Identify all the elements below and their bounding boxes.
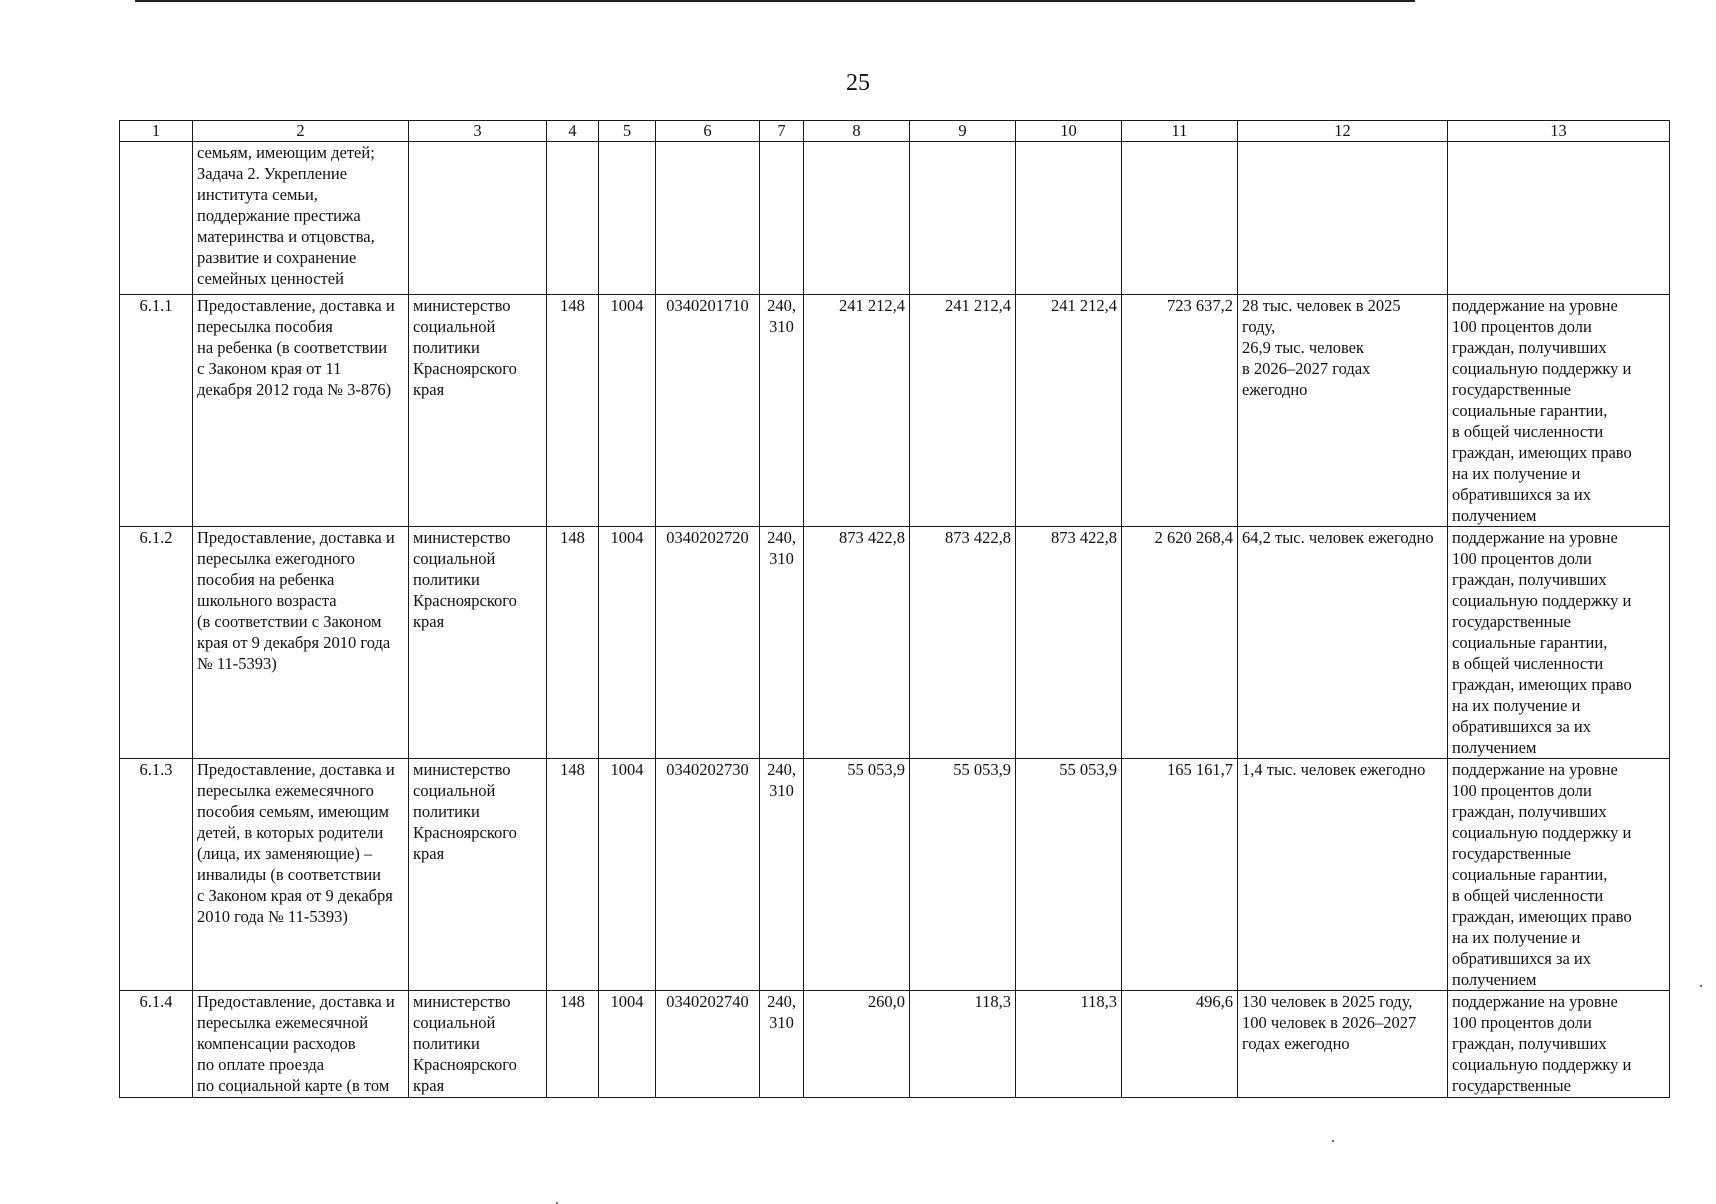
column-header: 5 [599,121,656,142]
amount-2025: 241 212,4 [804,295,910,527]
amount-2027: 118,3 [1016,991,1122,1098]
table-row [120,295,1670,527]
column-header: 10 [1016,121,1122,142]
executor: министерство социальной политики Красноярского края [409,527,547,759]
gov-code: 148 [547,759,599,991]
row-number: 6.1.3 [120,759,193,991]
expense-type: 240, 310 [760,759,804,991]
executor: министерство социальной политики Красноярского края [409,991,547,1098]
indicator: поддержание на уровне 100 процентов доли граждан, получивших социальную поддержку и государственные [1448,991,1670,1098]
column-header: 2 [193,121,409,142]
expense-type [760,142,804,295]
activity-name: семьям, имеющим детей; Задача 2. Укрепление института семьи, поддержание престижа материнства и отцовства, развитие и сохранение семейных ценностей [193,142,409,295]
scan-speck [1332,1140,1334,1142]
column-numbers-row [120,121,1670,142]
column-header: 13 [1448,121,1670,142]
column-header: 8 [804,121,910,142]
expected-result: 130 человек в 2025 году, 100 человек в 2026–2027 годах ежегодно [1238,991,1448,1098]
amount-2025 [804,142,910,295]
amount-2026: 241 212,4 [910,295,1016,527]
column-header: 7 [760,121,804,142]
amount-total: 165 161,7 [1122,759,1238,991]
amount-2025: 55 053,9 [804,759,910,991]
amount-total: 496,6 [1122,991,1238,1098]
activity-name: Предоставление, доставка и пересылка ежемесячной компенсации расходов по оплате проезда по социальной карте (в том [193,991,409,1098]
gov-code: 148 [547,295,599,527]
activity-name: Предоставление, доставка и пересылка ежемесячного пособия семьям, имеющим детей, в которых родители (лица, их заменяющие) – инвалиды (в соответствии с Законом края от 9 декабря 2010 года № 11-5393) [193,759,409,991]
row-number: 6.1.4 [120,991,193,1098]
amount-2026 [910,142,1016,295]
executor: министерство социальной политики Красноярского края [409,759,547,991]
target-article: 0340202730 [656,759,760,991]
activity-name: Предоставление, доставка и пересылка пособия на ребенка (в соответствии с Законом края от 11 декабря 2012 года № 3-876) [193,295,409,527]
table-row [120,527,1670,759]
top-border-line [135,0,1415,2]
expected-result: 64,2 тыс. человек ежегодно [1238,527,1448,759]
target-article: 0340202720 [656,527,760,759]
column-header: 11 [1122,121,1238,142]
row-number: 6.1.2 [120,527,193,759]
expense-type: 240, 310 [760,295,804,527]
section-code [599,142,656,295]
amount-total: 723 637,2 [1122,295,1238,527]
amount-2027 [1016,142,1122,295]
indicator: поддержание на уровне 100 процентов доли граждан, получивших социальную поддержку и государственные социальные гарантии, в общей численности граждан, имеющих право на их получение и обратившихся за их получением [1448,295,1670,527]
indicator: поддержание на уровне 100 процентов доли граждан, получивших социальную поддержку и государственные социальные гарантии, в общей численности граждан, имеющих право на их получение и обратившихся за их получением [1448,759,1670,991]
amount-2026: 873 422,8 [910,527,1016,759]
column-header: 3 [409,121,547,142]
table-row [120,759,1670,991]
column-header: 9 [910,121,1016,142]
section-code: 1004 [599,295,656,527]
row-number: 6.1.1 [120,295,193,527]
page-number: 25 [846,70,870,96]
section-code: 1004 [599,759,656,991]
column-header: 4 [547,121,599,142]
amount-2025: 260,0 [804,991,910,1098]
amount-2026: 55 053,9 [910,759,1016,991]
indicator [1448,142,1670,295]
program-activities-table [119,120,1670,1098]
column-header: 12 [1238,121,1448,142]
row-number [120,142,193,295]
executor [409,142,547,295]
expected-result: 1,4 тыс. человек ежегодно [1238,759,1448,991]
section-code: 1004 [599,991,656,1098]
column-header: 6 [656,121,760,142]
target-article [656,142,760,295]
expense-type: 240, 310 [760,527,804,759]
amount-2025: 873 422,8 [804,527,910,759]
expected-result [1238,142,1448,295]
expense-type: 240, 310 [760,991,804,1098]
activity-name: Предоставление, доставка и пересылка ежегодного пособия на ребенка школьного возраста (в соответствии с Законом края от 9 декабря 2010 года № 11-5393) [193,527,409,759]
table-row [120,142,1670,295]
target-article: 0340201710 [656,295,760,527]
amount-2027: 241 212,4 [1016,295,1122,527]
expected-result: 28 тыс. человек в 2025 году, 26,9 тыс. человек в 2026–2027 годах ежегодно [1238,295,1448,527]
amount-total [1122,142,1238,295]
table-row [120,991,1670,1098]
amount-2027: 55 053,9 [1016,759,1122,991]
scan-speck [1700,985,1702,987]
indicator: поддержание на уровне 100 процентов доли граждан, получивших социальную поддержку и государственные социальные гарантии, в общей численности граждан, имеющих право на их получение и обратившихся за их получением [1448,527,1670,759]
amount-2026: 118,3 [910,991,1016,1098]
gov-code: 148 [547,991,599,1098]
gov-code: 148 [547,527,599,759]
column-header: 1 [120,121,193,142]
gov-code [547,142,599,295]
executor: министерство социальной политики Красноярского края [409,295,547,527]
target-article: 0340202740 [656,991,760,1098]
amount-2027: 873 422,8 [1016,527,1122,759]
section-code: 1004 [599,527,656,759]
amount-total: 2 620 268,4 [1122,527,1238,759]
